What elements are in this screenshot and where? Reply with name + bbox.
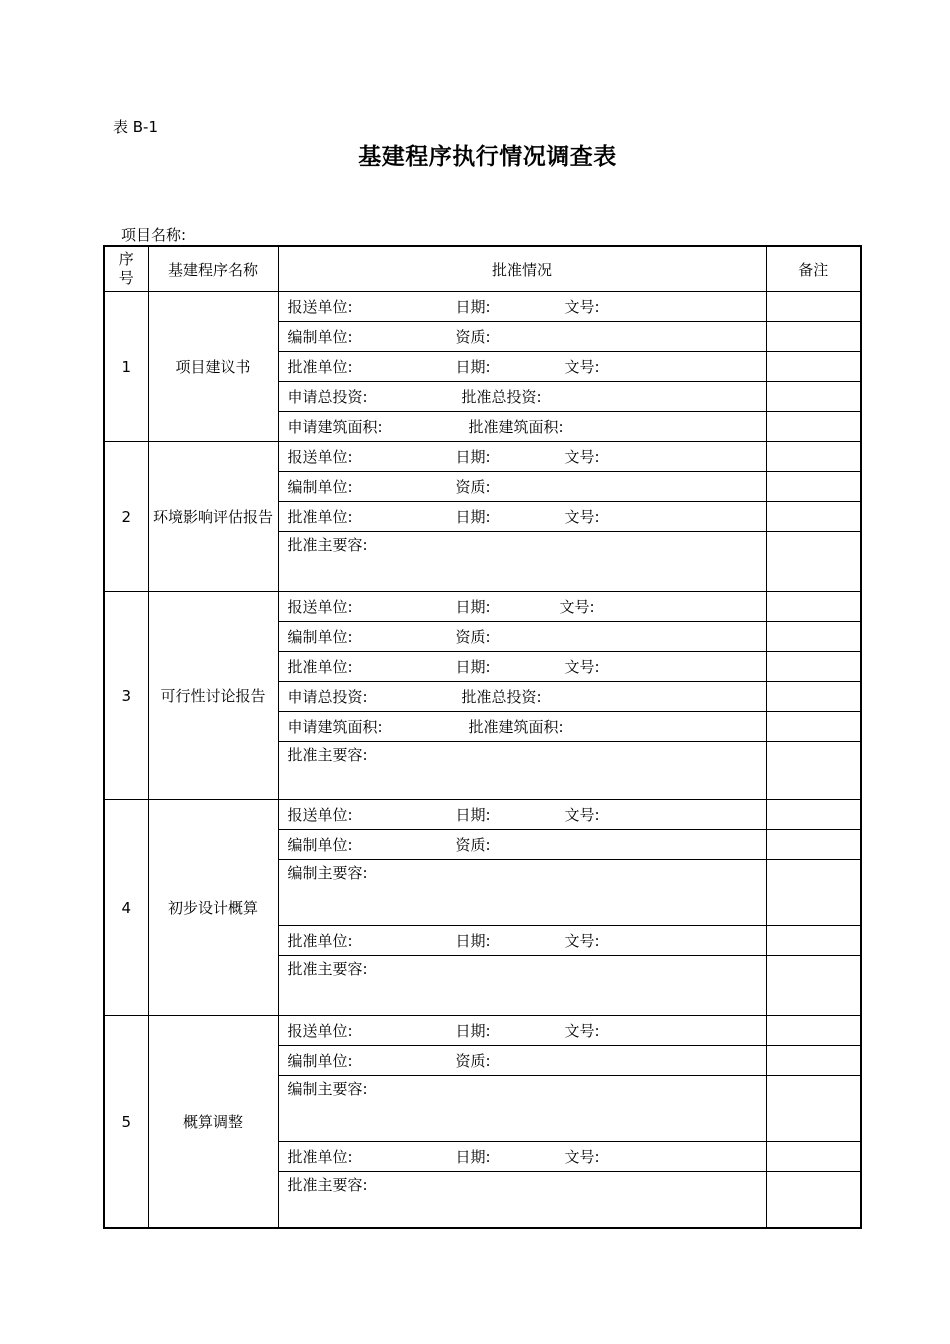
remarks-cell[interactable] — [766, 322, 861, 352]
approval-cell: 申请建筑面积: 批准建筑面积: — [278, 712, 766, 742]
remarks-cell[interactable] — [766, 1046, 861, 1076]
remarks-cell[interactable] — [766, 292, 861, 322]
approval-cell: 报送单位: 日期: 文号: — [278, 800, 766, 830]
remarks-cell[interactable] — [766, 926, 861, 956]
remarks-cell[interactable] — [766, 442, 861, 472]
header-seq: 序号 — [104, 246, 148, 292]
procedure-name: 概算调整 — [148, 1016, 278, 1229]
remarks-cell[interactable] — [766, 956, 861, 1016]
approval-cell: 批准单位: 日期: 文号: — [278, 1142, 766, 1172]
remarks-cell[interactable] — [766, 382, 861, 412]
table-row — [104, 1016, 861, 1046]
survey-table — [103, 245, 862, 1229]
approval-cell: 编制主要容: — [278, 860, 766, 926]
remarks-cell[interactable] — [766, 412, 861, 442]
approval-cell: 批准单位: 日期: 文号: — [278, 926, 766, 956]
remarks-cell[interactable] — [766, 860, 861, 926]
seq-cell: 4 — [104, 800, 148, 1016]
remarks-cell[interactable] — [766, 1172, 861, 1229]
seq-cell: 1 — [104, 292, 148, 442]
table-row — [104, 292, 861, 322]
remarks-cell[interactable] — [766, 592, 861, 622]
table-label: 表 B-1 — [113, 118, 159, 136]
approval-cell: 编制单位: 资质: — [278, 830, 766, 860]
approval-cell: 编制主要容: — [278, 1076, 766, 1142]
approval-cell: 批准单位: 日期: 文号: — [278, 502, 766, 532]
approval-cell: 批准主要容: — [278, 742, 766, 800]
approval-cell: 申请建筑面积: 批准建筑面积: — [278, 412, 766, 442]
approval-cell: 编制单位: 资质: — [278, 322, 766, 352]
remarks-cell[interactable] — [766, 742, 861, 800]
approval-cell: 报送单位: 日期: 文号: — [278, 442, 766, 472]
remarks-cell[interactable] — [766, 502, 861, 532]
project-name-label: 项目名称: — [121, 226, 187, 244]
remarks-cell[interactable] — [766, 622, 861, 652]
remarks-cell[interactable] — [766, 1016, 861, 1046]
approval-cell: 报送单位: 日期: 文号: — [278, 592, 766, 622]
approval-cell: 批准主要容: — [278, 1172, 766, 1229]
approval-cell: 报送单位: 日期: 文号: — [278, 1016, 766, 1046]
table-row — [104, 800, 861, 830]
procedure-name: 项目建议书 — [148, 292, 278, 442]
approval-cell: 批准单位: 日期: 文号: — [278, 652, 766, 682]
remarks-cell[interactable] — [766, 800, 861, 830]
procedure-name: 初步设计概算 — [148, 800, 278, 1016]
remarks-cell[interactable] — [766, 1076, 861, 1142]
seq-cell: 2 — [104, 442, 148, 592]
header-remarks: 备注 — [766, 246, 861, 292]
seq-cell: 3 — [104, 592, 148, 800]
header-row — [104, 246, 861, 292]
seq-cell: 5 — [104, 1016, 148, 1229]
approval-cell: 编制单位: 资质: — [278, 1046, 766, 1076]
approval-cell: 批准主要容: — [278, 956, 766, 1016]
approval-cell: 编制单位: 资质: — [278, 472, 766, 502]
remarks-cell[interactable] — [766, 712, 861, 742]
remarks-cell[interactable] — [766, 532, 861, 592]
table-row — [104, 442, 861, 472]
approval-cell: 申请总投资: 批准总投资: — [278, 682, 766, 712]
approval-cell: 编制单位: 资质: — [278, 622, 766, 652]
approval-cell: 批准主要容: — [278, 532, 766, 592]
approval-cell: 批准单位: 日期: 文号: — [278, 352, 766, 382]
header-procedure-name: 基建程序名称 — [148, 246, 278, 292]
remarks-cell[interactable] — [766, 352, 861, 382]
procedure-name: 可行性讨论报告 — [148, 592, 278, 800]
remarks-cell[interactable] — [766, 682, 861, 712]
approval-cell: 报送单位: 日期: 文号: — [278, 292, 766, 322]
remarks-cell[interactable] — [766, 1142, 861, 1172]
remarks-cell[interactable] — [766, 652, 861, 682]
page-title: 基建程序执行情况调查表 — [358, 144, 617, 170]
table-row — [104, 592, 861, 622]
remarks-cell[interactable] — [766, 472, 861, 502]
header-approval: 批准情况 — [278, 246, 766, 292]
approval-cell: 申请总投资: 批准总投资: — [278, 382, 766, 412]
procedure-name: 环境影响评估报告 — [148, 442, 278, 592]
remarks-cell[interactable] — [766, 830, 861, 860]
